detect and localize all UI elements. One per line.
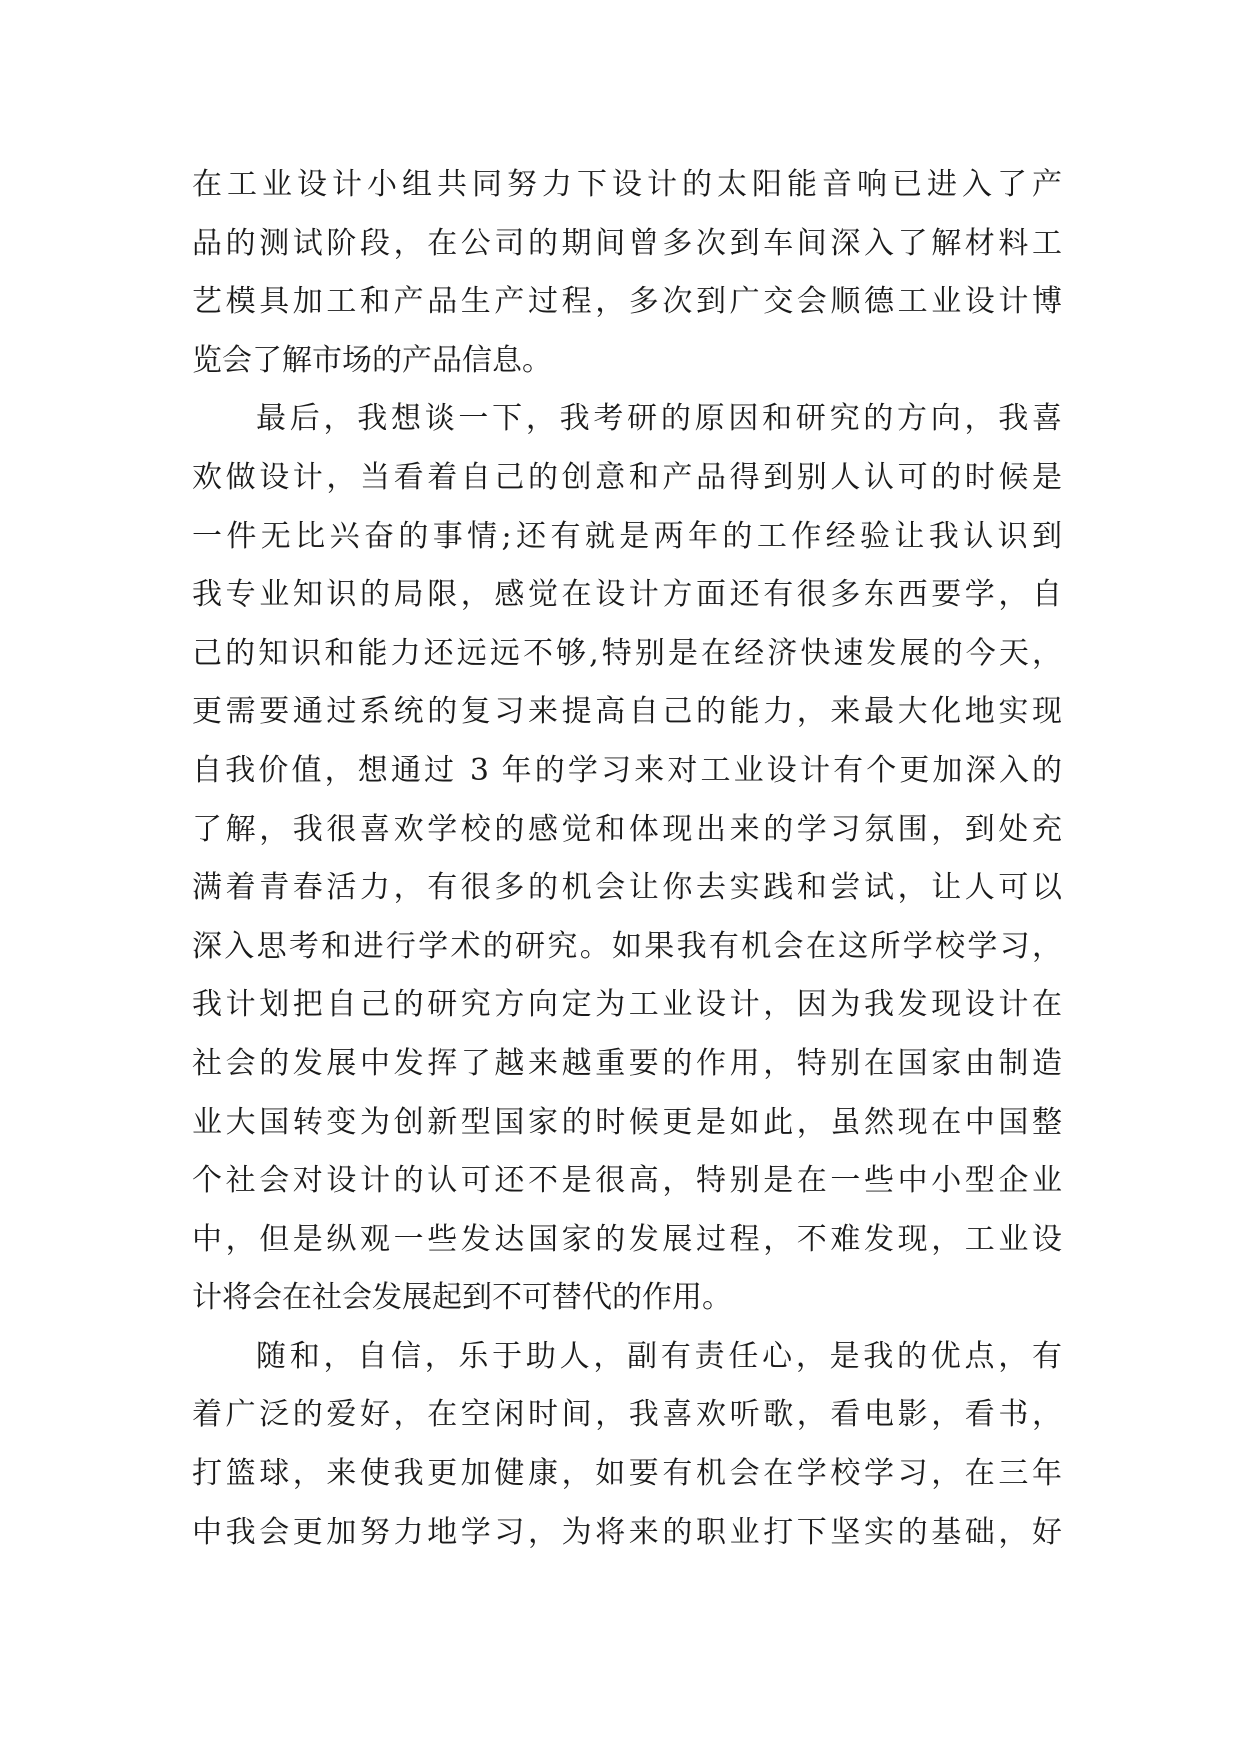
text-line: 最后，我想谈一下，我考研的原因和研究的方向，我喜 (256, 401, 1062, 437)
text-line: 深入思考和进行学术的研究。如果我有机会在这所学校学习， (192, 928, 1062, 964)
text-line: 打篮球，来使我更加健康，如要有机会在学校学习，在三年 (192, 1456, 1062, 1492)
text-line: 更需要通过系统的复习来提高自己的能力，来最大化地实现 (192, 694, 1062, 730)
text-line: 艺模具加工和产品生产过程，多次到广交会顺德工业设计博 (192, 284, 1062, 320)
text-line: 社会的发展中发挥了越来越重要的作用，特别在国家由制造 (192, 1045, 1062, 1081)
text-line: 我专业知识的局限，感觉在设计方面还有很多东西要学，自 (192, 577, 1062, 613)
text-line: 计将会在社会发展起到不可替代的作用。 (192, 1280, 732, 1316)
text-line: 品的测试阶段，在公司的期间曾多次到车间深入了解材料工 (192, 225, 1062, 261)
text-line: 着广泛的爱好，在空闲时间，我喜欢听歌，看电影，看书， (192, 1397, 1062, 1433)
text-line: 满着青春活力，有很多的机会让你去实践和尝试，让人可以 (192, 870, 1062, 906)
text-line: 一件无比兴奋的事情;还有就是两年的工作经验让我认识到 (192, 518, 1062, 554)
body-text (192, 156, 1062, 1562)
text-line: 业大国转变为创新型国家的时候更是如此，虽然现在中国整 (192, 1104, 1062, 1140)
text-line: 中我会更加努力地学习，为将来的职业打下坚实的基础，好 (192, 1514, 1062, 1550)
text-line: 个社会对设计的认可还不是很高，特别是在一些中小型企业 (192, 1163, 1062, 1199)
text-line: 己的知识和能力还远远不够,特别是在经济快速发展的今天， (192, 635, 1062, 671)
text-line: 欢做设计，当看着自己的创意和产品得到别人认可的时候是 (192, 459, 1062, 495)
text-line: 我计划把自己的研究方向定为工业设计，因为我发现设计在 (192, 987, 1062, 1023)
text-line: 中，但是纵观一些发达国家的发展过程，不难发现，工业设 (192, 1221, 1062, 1257)
text-line: 了解，我很喜欢学校的感觉和体现出来的学习氛围，到处充 (192, 811, 1062, 847)
text-line: 随和，自信，乐于助人，副有责任心，是我的优点，有 (256, 1338, 1062, 1374)
text-line: 自我价值，想通过 3 年的学习来对工业设计有个更加深入的 (192, 752, 1062, 788)
text-line: 览会了解市场的产品信息。 (192, 342, 552, 378)
text-line: 在工业设计小组共同努力下设计的太阳能音响已进入了产 (192, 167, 1062, 202)
